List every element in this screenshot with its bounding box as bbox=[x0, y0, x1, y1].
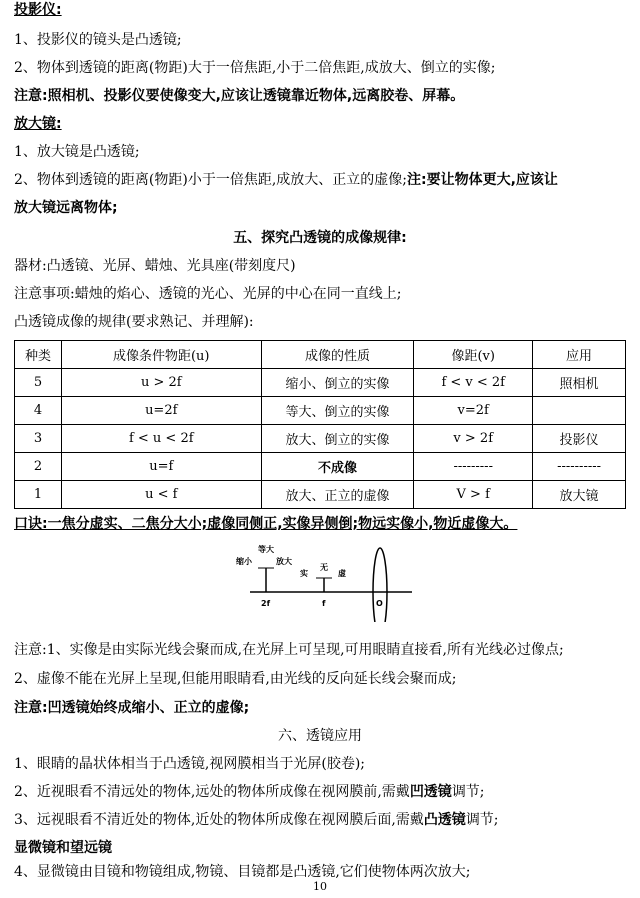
table-row bbox=[15, 397, 626, 425]
table-cell bbox=[533, 397, 626, 425]
application-item-2 bbox=[14, 782, 628, 802]
lens-imaging-diagram bbox=[228, 544, 418, 622]
application-item-2-lens: 凹透镜 bbox=[409, 784, 452, 800]
label-shrink: 缩小 bbox=[236, 557, 252, 566]
table-cell: f < u < 2f bbox=[61, 425, 261, 453]
note-1: 注意:1、实像是由实际光线会聚而成,在光屏上可呈现,可用眼睛直接看,所有光线必过像点; bbox=[14, 642, 564, 658]
table-cell: u > 2f bbox=[61, 369, 261, 397]
imaging-rules-table bbox=[14, 340, 626, 509]
label-f: f bbox=[322, 599, 326, 608]
table-cell: 5 bbox=[15, 369, 62, 397]
table-header-row bbox=[15, 341, 626, 369]
application-item-3-lens: 凸透镜 bbox=[423, 812, 466, 828]
projector-item-1: 1、投影仪的镜头是凸透镜; bbox=[14, 32, 182, 48]
projector-item-2: 2、物体到透镜的距离(物距)大于一倍焦距,小于二倍焦距,成放大、倒立的实像; bbox=[14, 60, 496, 76]
table-cell: u=f bbox=[61, 453, 261, 481]
table-cell: u < f bbox=[61, 481, 261, 509]
table-header: 像距(v) bbox=[414, 341, 533, 369]
label-virtual: 虚 bbox=[338, 569, 346, 578]
table-header: 种类 bbox=[15, 341, 62, 369]
application-item-3-end: 调节; bbox=[465, 812, 499, 828]
rule-intro: 凸透镜成像的规律(要求熟记、并理解): bbox=[14, 314, 254, 330]
table-header: 成像的性质 bbox=[261, 341, 414, 369]
table-cell: 放大、正立的虚像 bbox=[261, 481, 414, 509]
label-real: 实 bbox=[300, 569, 308, 578]
table-cell: 等大、倒立的实像 bbox=[261, 397, 414, 425]
note-3: 注意:凹透镜始终成缩小、正立的虚像; bbox=[14, 700, 250, 716]
table-cell: 放大、倒立的实像 bbox=[261, 425, 414, 453]
application-item-3-text: 3、远视眼看不清近处的物体,近处的物体所成像在视网膜后面,需戴 bbox=[14, 812, 424, 828]
table-cell: 照相机 bbox=[533, 369, 626, 397]
section-6-heading: 六、透镜应用 bbox=[278, 728, 362, 744]
convex-lens-icon bbox=[373, 548, 387, 622]
table-cell: v > 2f bbox=[414, 425, 533, 453]
projector-note: 注意:照相机、投影仪要使像变大,应该让透镜靠近物体,远离胶卷、屏幕。 bbox=[14, 88, 465, 104]
application-item-2-end: 调节; bbox=[451, 784, 485, 800]
table-header: 应用 bbox=[533, 341, 626, 369]
application-item-1: 1、眼睛的晶状体相当于凸透镜,视网膜相当于光屏(胶卷); bbox=[14, 756, 365, 772]
table-cell: ---------- bbox=[533, 453, 626, 481]
table-row bbox=[15, 425, 626, 453]
label-none: 无 bbox=[320, 563, 328, 572]
table-cell: --------- bbox=[414, 453, 533, 481]
application-item-2-text: 2、近视眼看不清远处的物体,远处的物体所成像在视网膜前,需戴 bbox=[14, 784, 410, 800]
magnifier-item-2-cont: 放大镜远离物体; bbox=[14, 200, 118, 216]
table-row bbox=[15, 369, 626, 397]
table-row bbox=[15, 453, 626, 481]
table-cell: f < v < 2f bbox=[414, 369, 533, 397]
table-cell: 1 bbox=[15, 481, 62, 509]
magnifier-item-2-note: 注:要让物体更大,应该让 bbox=[407, 172, 558, 188]
table-cell: 缩小、倒立的实像 bbox=[261, 369, 414, 397]
table-row bbox=[15, 481, 626, 509]
microscope-telescope-title: 显微镜和望远镜 bbox=[14, 840, 112, 856]
table-cell: v=2f bbox=[414, 397, 533, 425]
magnifier-title: 放大镜: bbox=[14, 116, 62, 132]
table-cell: 不成像 bbox=[261, 453, 414, 481]
note-2: 2、虚像不能在光屏上呈现,但能用眼睛看,由光线的反向延长线会聚而成; bbox=[14, 671, 457, 687]
label-2f: 2f bbox=[261, 599, 271, 608]
page-number: 10 bbox=[313, 880, 327, 893]
section-5-heading: 五、探究凸透镜的成像规律: bbox=[233, 230, 407, 246]
table-cell: u=2f bbox=[61, 397, 261, 425]
table-cell: 放大镜 bbox=[533, 481, 626, 509]
equipment-line: 器材:凸透镜、光屏、蜡烛、光具座(带刻度尺) bbox=[14, 258, 296, 274]
label-o: O bbox=[376, 599, 383, 608]
magnifier-item-1: 1、放大镜是凸透镜; bbox=[14, 144, 140, 160]
table-cell: 4 bbox=[15, 397, 62, 425]
table-cell: 2 bbox=[15, 453, 62, 481]
table-cell: 投影仪 bbox=[533, 425, 626, 453]
projector-title: 投影仪: bbox=[14, 2, 62, 18]
table-header: 成像条件物距(u) bbox=[61, 341, 261, 369]
application-item-4: 4、显微镜由目镜和物镜组成,物镜、目镜都是凸透镜,它们使物体两次放大; bbox=[14, 864, 471, 880]
magnifier-item-2-text: 2、物体到透镜的距离(物距)小于一倍焦距,成放大、正立的虚像; bbox=[14, 172, 407, 188]
magnifier-item-2 bbox=[14, 170, 628, 190]
label-equal: 等大 bbox=[258, 545, 274, 554]
label-enlarge: 放大 bbox=[276, 557, 292, 566]
application-item-3 bbox=[14, 810, 628, 830]
table-cell: 3 bbox=[15, 425, 62, 453]
attention-line: 注意事项:蜡烛的焰心、透镜的光心、光屏的中心在同一直线上; bbox=[14, 286, 402, 302]
table-cell: V > f bbox=[414, 481, 533, 509]
mnemonic: 口诀:一焦分虚实、二焦分大小;虚像同侧正,实像异侧倒;物远实像小,物近虚像大。 bbox=[14, 516, 518, 532]
